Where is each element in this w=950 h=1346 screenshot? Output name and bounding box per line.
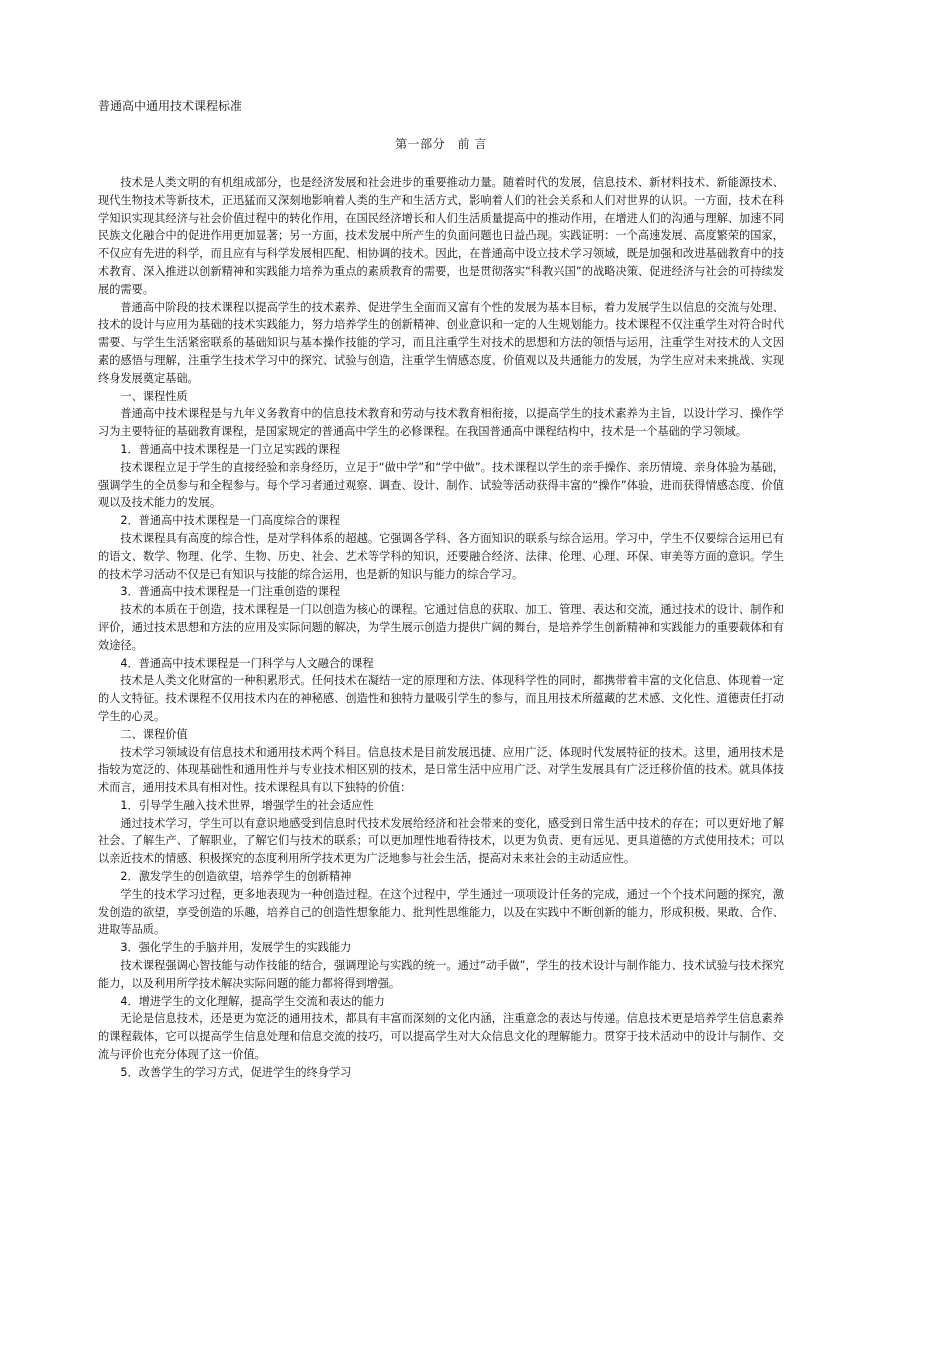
section-heading: 一、课程性质: [120, 389, 188, 403]
body-paragraph: 技术是人类文化财富的一种积累形式。任何技术在凝结一定的原理和方法、体现科学性的同时，都携带着丰富的文化信息、体现着一定的人文特征。技术课程不仅用技术内在的神秘感、创造性和独特力量吸引学生的参与，而且用技术所蕴藏的艺术感、文化性、道德责任打动学生的心灵。: [98, 674, 784, 723]
section-heading: 1．普通高中技术课程是一门立足实践的课程: [120, 442, 341, 456]
section-heading: 2．激发学生的创造欲望，培养学生的创新精神: [120, 870, 352, 884]
body-paragraph: 技术课程立足于学生的直接经验和亲身经历，立足于“做中学”和“学中做”。技术课程以学生的亲手操作、亲历情境、亲身体验为基础，强调学生的全员参与和全程参与。每个学习者通过观察、调查、设计、制作、试验等活动获得丰富的“操作”体验，进而获得情感态度、价值观以及技术能力的发展。: [98, 460, 784, 510]
section-heading: 1．引导学生融入技术世界，增强学生的社会适应性: [120, 798, 374, 812]
body-paragraph: 通过技术学习，学生可以有意识地感受到信息时代技术发展给经济和社会带来的变化，感受到日常生活中技术的存在；可以更好地了解社会、了解生产、了解职业，了解它们与技术的联系；可以更加理性地看待技术，以更为负责、更有远见、更具道德的方式使用技术；可以以亲近技术的情感、积极探究的态度利用所学技术更为广泛地参与社会生活，提高对未来社会的主动适应性。: [98, 816, 784, 866]
body-paragraph: 无论是信息技术，还是更为宽泛的通用技术，都具有丰富而深刻的文化内涵，注重意念的表达与传递。信息技术更是培养学生信息素养的课程载体，它可以提高学生信息处理和信息交流的技巧，可以提高学生对大众信息文化的理解能力。贯穿于技术活动中的设计与制作、交流与评价也充分体现了这一价值。: [98, 1012, 784, 1062]
body-paragraph: 技术学习领域设有信息技术和通用技术两个科目。信息技术是目前发展迅捷、应用广泛、体现时代发展特征的技术。这里，通用技术是指较为宽泛的、体现基础性和通用性并与专业技术相区别的技术，是日常生活中应用广泛、对学生发展具有广泛迁移价值的技术。就具体技术而言，通用技术具有相对性。技术课程具有以下独特的价值：: [98, 745, 784, 795]
document-body: [98, 174, 784, 1082]
section-heading: 5．改善学生的学习方式，促进学生的终身学习: [120, 1065, 352, 1079]
body-paragraph: 普通高中阶段的技术课程以提高学生的技术素养、促进学生全面而又富有个性的发展为基本目标，着力发展学生以信息的交流与处理、技术的设计与应用为基础的技术实践能力，努力培养学生的创新精神、创业意识和一定的人生规划能力。技术课程不仅注重学生对符合时代需要、与学生生活紧密联系的基础知识与基本操作技能的学习，而且注重学生对技术的思想和方法的领悟与运用，注重学生对技术的人文因素的感悟与理解，注重学生技术学习中的探究、试验与创造，注重学生情感态度、价值观以及共通能力的发展，为学生应对未来挑战、实现终身发展奠定基础。: [98, 300, 784, 385]
section-heading: 4．普通高中技术课程是一门科学与人文融合的课程: [120, 656, 374, 670]
body-paragraph: 技术的本质在于创造，技术课程是一门以创造为核心的课程。它通过信息的获取、加工、管理、表达和交流，通过技术的设计、制作和评价，通过技术思想和方法的应用及实际问题的解决，为学生展示创造力提供广阔的舞台，是培养学生创新精神和实践能力的重要载体和有效途径。: [98, 603, 784, 652]
section-heading: 3．强化学生的手脑并用，发展学生的实践能力: [120, 941, 352, 955]
document-page: [98, 98, 784, 1082]
body-paragraph: 学生的技术学习过程，更多地表现为一种创造过程。在这个过程中，学生通过一项项设计任务的完成，通过一个个技术问题的探究，激发创造的欲望，享受创造的乐趣，培养自己的创造性想象能力、批判性思维能力，以及在实践中不断创新的能力，形成积极、果敢、合作、进取等品质。: [98, 887, 784, 937]
body-paragraph: 普通高中技术课程是与九年义务教育中的信息技术教育和劳动与技术教育相衔接，以提高学生的技术素养为主旨，以设计学习、操作学习为主要特征的基础教育课程，是国家规定的普通高中学生的必修课程。在我国普通高中课程结构中，技术是一个基础的学习领域。: [98, 407, 784, 439]
section-heading: 4．增进学生的文化理解，提高学生交流和表达的能力: [120, 994, 385, 1008]
section-heading: 2．普通高中技术课程是一门高度综合的课程: [120, 514, 341, 528]
section-heading: 3．普通高中技术课程是一门注重创造的课程: [120, 585, 341, 599]
body-paragraph: 技术是人类文明的有机组成部分，也是经济发展和社会进步的重要推动力量。随着时代的发展，信息技术、新材料技术、新能源技术、现代生物技术等新技术，正迅猛而又深刻地影响着人类的生产和生活方式，影响着人们的社会关系和人们对世界的认识。一方面，技术在科学知识实现其经济与社会价值过程中的转化作用，在国民经济增长和人们生活质量提高中的推动作用，在增进人们的沟通与理解、加速不同民族文化融合中的促进作用更加显著；另一方面，技术发展中所产生的负面问题也日益凸现。实践证明：一个高速发展、高度繁荣的国家，不仅应有先进的科学，而且应有与科学发展相匹配、相协调的技术。因此，在普通高中设立技术学习领域，既是加强和改进基础教育中的技术教育、深入推进以创新精神和实践能力培养为重点的素质教育的需要，也是贯彻落实“科教兴国”的战略决策、促进经济与社会的可持续发展的需要。: [98, 176, 784, 296]
body-paragraph: 技术课程强调心智技能与动作技能的结合，强调理论与实践的统一。通过“动手做”，学生的技术设计与制作能力、技术试验与技术探究能力，以及利用所学技术解决实际问题的能力都将得到增强。: [98, 959, 784, 990]
section-heading: 二、课程价值: [120, 727, 188, 741]
part-title: 第一部分 前 言: [395, 137, 487, 151]
body-paragraph: 技术课程具有高度的综合性，是对学科体系的超越。它强调各学科、各方面知识的联系与综合运用。学习中，学生不仅要综合运用已有的语文、数学、物理、化学、生物、历史、社会、艺术等学科的知识，还要融合经济、法律、伦理、心理、环保、审美等方面的意识。学生的技术学习活动不仅是已有知识与技能的综合运用，也是新的知识与能力的综合学习。: [98, 531, 784, 581]
document-title: 普通高中通用技术课程标准: [98, 99, 243, 113]
